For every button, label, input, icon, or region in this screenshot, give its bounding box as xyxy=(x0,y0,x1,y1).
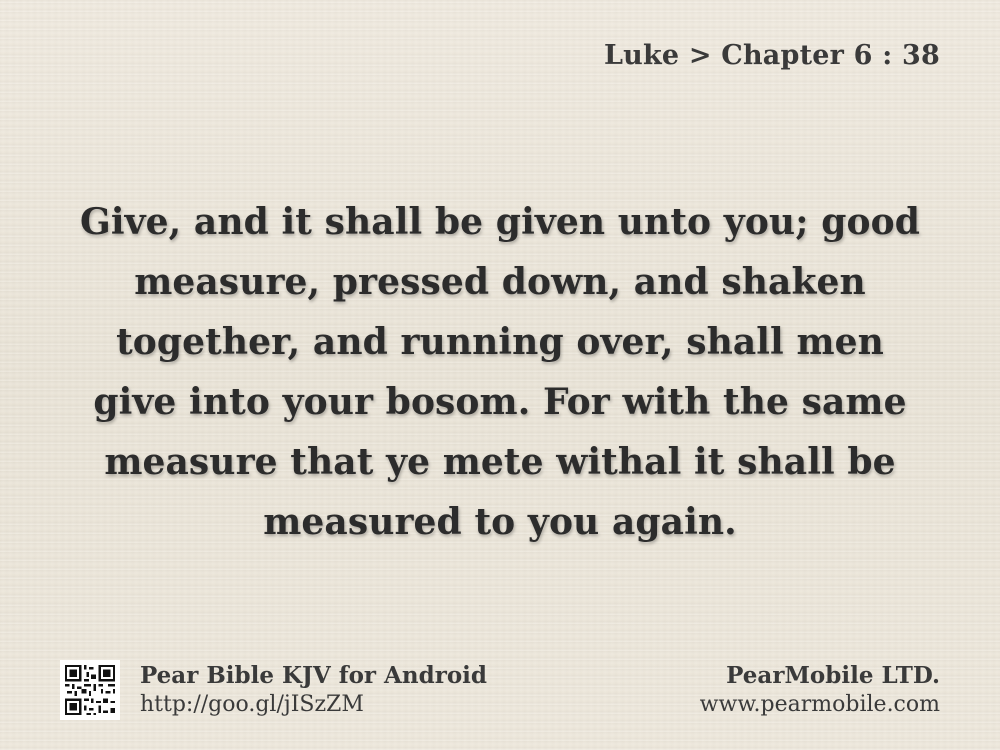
verse-line: measure that ye mete withal it shall be xyxy=(104,441,896,483)
company-name: PearMobile LTD. xyxy=(726,662,940,689)
verse-line: give into your bosom. For with the same xyxy=(93,381,907,423)
footer-company-block xyxy=(700,660,940,720)
app-info xyxy=(140,661,487,719)
app-name: Pear Bible KJV for Android xyxy=(140,662,487,689)
footer-app-block xyxy=(60,660,487,720)
verse-reference: Luke > Chapter 6 : 38 xyxy=(603,40,940,71)
company-url-link[interactable]: www.pearmobile.com xyxy=(699,692,940,717)
qr-code-icon[interactable] xyxy=(60,660,120,720)
verse-text xyxy=(60,192,940,552)
verse-line: Give, and it shall be given unto you; good xyxy=(79,201,920,243)
verse-line: measured to you again. xyxy=(263,501,737,543)
verse-line: together, and running over, shall men xyxy=(116,321,884,363)
app-url-link[interactable]: http://goo.gl/jISzZM xyxy=(140,692,364,717)
verse-line: measure, pressed down, and shaken xyxy=(134,261,866,303)
